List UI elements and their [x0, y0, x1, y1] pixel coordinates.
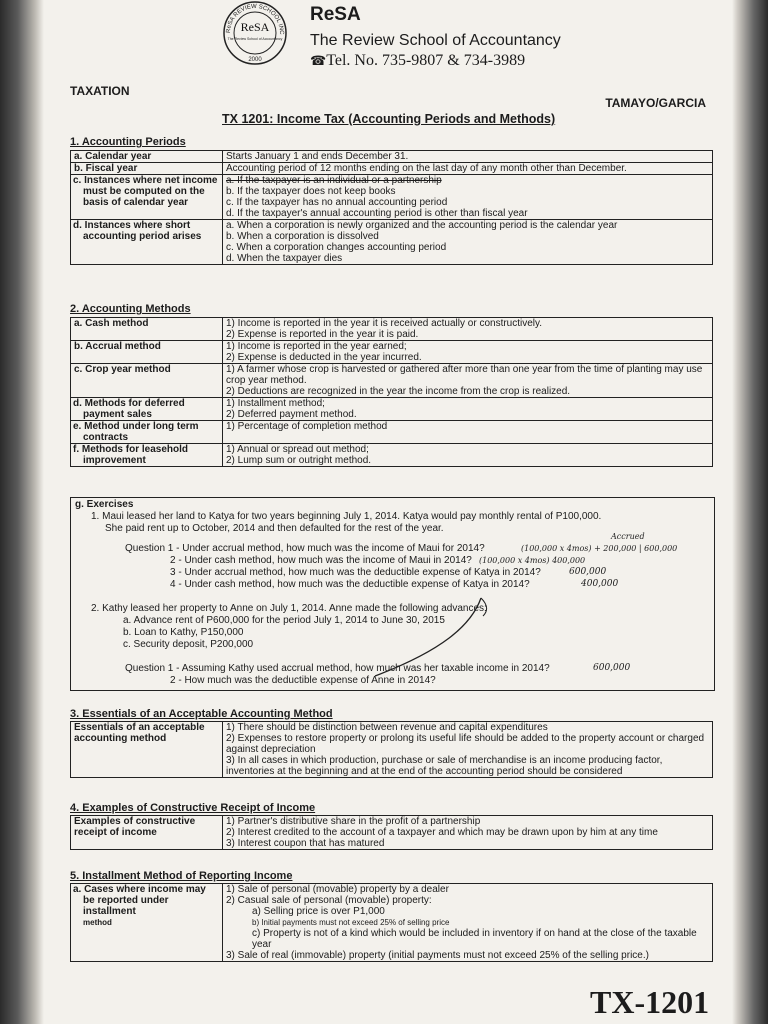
table-row [71, 175, 713, 220]
logo-text: ReSA [240, 20, 270, 34]
row-label-main: a. Cases where income may be reported under installment [73, 884, 206, 917]
list-item: 2) Casual sale of personal (movable) property: [226, 895, 432, 906]
org-full-name: The Review School of Accountancy [310, 32, 561, 49]
handwritten-answer: (100,000 x 4mos) 400,000 [479, 556, 586, 565]
list-item: b. If the taxpayer does not keep books [226, 186, 396, 197]
document-title: TX 1201: Income Tax (Accounting Periods and Methods) [222, 112, 556, 126]
section-2-heading: 2. Accounting Methods [70, 303, 191, 315]
org-name: ReSA [310, 4, 361, 25]
exercise-1-line-2: She paid rent up to October, 2014 and then defaulted for the rest of the year. [105, 523, 444, 534]
section-3-table [70, 721, 713, 778]
list-item: 2) Deductions are recognized in the year the income from the crop is realized. [226, 386, 571, 397]
row-label: c. Instances where net income must be computed on the basis of calendar year [71, 175, 223, 220]
row-label: f. Methods for leasehold improvement [71, 444, 223, 467]
exercises-box [70, 497, 715, 691]
exercise-1-question-3: 3 - Under accrual method, how much was the deductible expense of Katya in 2014? [170, 567, 541, 578]
list-item: 2) Deferred payment method. [226, 409, 357, 420]
handwritten-answer: 600,000 [569, 567, 607, 577]
phone-icon: ☎ [310, 53, 327, 68]
table-row [71, 318, 713, 341]
list-item: d. If the taxpayer's annual accounting period is other than fiscal year [226, 208, 528, 219]
list-item: 1) A farmer whose crop is harvested or gathered after more than one year from the time of planting may use crop year method. [226, 364, 703, 386]
list-item: 1) Income is reported in the year it is received actually or constructively. [226, 318, 543, 329]
list-item: 1) Income is reported in the year earned; [226, 341, 407, 352]
handwritten-answer: (100,000 x 4mos) + 200,000 | 600,000 [521, 544, 678, 553]
list-item: 2) Lump sum or outright method. [226, 455, 372, 466]
row-label: Essentials of an acceptable accounting method [71, 722, 223, 778]
row-label: d. Methods for deferred payment sales [71, 398, 223, 421]
section-5-heading: 5. Installment Method of Reporting Income [70, 870, 293, 882]
row-items [223, 341, 713, 364]
row-text: 1) Percentage of completion method [223, 421, 713, 444]
list-item: c. When a corporation changes accounting period [226, 242, 447, 253]
row-items [223, 816, 713, 850]
row-text: Accounting period of 12 months ending on the last day of any month other than December. [223, 163, 713, 175]
list-item: 1) Installment method; [226, 398, 325, 409]
exercise-1-line-1: 1. Maui leased her land to Katya for two years beginning July 1, 2014. Katya would pay monthly rental of P100,000. [91, 511, 602, 522]
section-1-heading: 1. Accounting Periods [70, 136, 186, 148]
table-row [71, 163, 713, 175]
row-text: Starts January 1 and ends December 31. [223, 151, 713, 163]
document-code: TX-1201 [590, 984, 710, 1020]
list-subitem: b) Initial payments must not exceed 25% of selling price [252, 918, 450, 927]
exercise-2-item-b: b. Loan to Kathy, P150,000 [123, 627, 244, 638]
list-item: 3) Interest coupon that has matured [226, 838, 385, 849]
logo-ring-text: ReSA REVIEW SCHOOL INC [225, 3, 285, 35]
exercise-2-question-2: 2 - How much was the deductible expense of Anne in 2014? [170, 675, 436, 686]
table-row [71, 398, 713, 421]
list-item: 3) In all cases in which production, purchase or sale of merchandise is an income producing factor, inventories at the beginning and at the end of the accounting period should be considered [226, 755, 663, 777]
row-items [223, 364, 713, 398]
list-item: a. When a corporation is newly organized and the accounting period is the calendar year [226, 220, 618, 231]
exercise-2-line-1: 2. Kathy leased her property to Anne on July 1, 2014. Anne made the following advances: [91, 603, 487, 614]
section-4-heading: 4. Examples of Constructive Receipt of Income [70, 802, 316, 814]
list-item: 1) Sale of personal (movable) property by a dealer [226, 884, 449, 895]
table-row [71, 884, 713, 962]
exercise-2-item-a: a. Advance rent of P600,000 for the period July 1, 2014 to June 30, 2015 [123, 615, 445, 626]
list-item: a. If the taxpayer is an individual or a partnership [226, 175, 442, 186]
subject-label: TAXATION [70, 84, 130, 98]
row-items [223, 175, 713, 220]
row-label: a. Calendar year [71, 151, 223, 163]
list-item: 2) Interest credited to the account of a taxpayer and which may be drawn upon by him at any time [226, 827, 658, 838]
row-items [223, 444, 713, 467]
tel-text: Tel. No. 735-9807 & 734-3989 [326, 52, 526, 69]
row-label: e. Method under long term contracts [71, 421, 223, 444]
exercise-1-question-4: 4 - Under cash method, how much was the deductible expense of Katya in 2014? [170, 579, 530, 590]
teachers-label: TAMAYO/GARCIA [605, 96, 706, 110]
list-item: 2) Expense is deducted in the year incurred. [226, 352, 422, 363]
table-row [71, 220, 713, 265]
table-row [71, 722, 713, 778]
org-telephone [310, 52, 561, 70]
row-label: a. Cash method [71, 318, 223, 341]
scan-shadow-right [732, 0, 768, 1024]
list-item: 1) There should be distinction between revenue and capital expenditures [226, 722, 548, 733]
list-item: c. If the taxpayer has no annual accounting period [226, 197, 448, 208]
table-row [71, 151, 713, 163]
exercise-1-question-1: Question 1 - Under accrual method, how much was the income of Maui for 2014? [125, 543, 485, 554]
document-page [60, 0, 714, 1024]
list-item: b. When a corporation is dissolved [226, 231, 379, 242]
row-items [223, 884, 713, 962]
exercise-2-item-c: c. Security deposit, P200,000 [123, 639, 254, 650]
section-1-table [70, 150, 713, 265]
table-row [71, 816, 713, 850]
row-label-sub: method [83, 918, 112, 927]
row-label: d. Instances where short accounting period arises [71, 220, 223, 265]
list-subitem: a) Selling price is over P1,000 [252, 906, 385, 917]
handwritten-note: Accrued [611, 532, 645, 541]
row-items [223, 318, 713, 341]
resa-logo-seal [218, 0, 292, 66]
list-item: 3) Sale of real (immovable) property (initial payments must not exceed 25% of the selling price.) [226, 950, 649, 961]
list-subitem: c) Property is not of a kind which would be included in inventory if on hand at the close of the taxable year [252, 928, 697, 950]
row-label: c. Crop year method [71, 364, 223, 398]
row-label: Examples of constructive receipt of income [71, 816, 223, 850]
list-item: 1) Annual or spread out method; [226, 444, 369, 455]
table-row [71, 421, 713, 444]
row-items [223, 220, 713, 265]
exercise-2-question-1: Question 1 - Assuming Kathy used accrual method, how much was her taxable income in 2014? [125, 663, 550, 674]
section-4-table [70, 815, 713, 850]
row-items [223, 722, 713, 778]
table-row [71, 444, 713, 467]
section-5-table [70, 883, 713, 962]
handwritten-answer: 600,000 [593, 663, 631, 673]
list-item: d. When the taxpayer dies [226, 253, 343, 264]
handwritten-answer: 400,000 [581, 579, 619, 589]
row-items [223, 398, 713, 421]
exercises-label: g. Exercises [75, 499, 134, 510]
logo-year: 2000 [248, 57, 262, 63]
row-label: b. Fiscal year [71, 163, 223, 175]
scan-shadow-left [0, 0, 44, 1024]
logo-inner-text: The Review School of Accountancy [227, 37, 283, 41]
table-row [71, 341, 713, 364]
list-item: 1) Partner's distributive share in the profit of a partnership [226, 816, 481, 827]
section-3-heading: 3. Essentials of an Acceptable Accounting Method [70, 708, 333, 720]
handwritten-arrow-mark [371, 596, 491, 680]
org-header [310, 4, 561, 70]
table-row [71, 364, 713, 398]
exercise-1-question-2: 2 - Under cash method, how much was the income of Maui in 2014? [170, 555, 472, 566]
row-label: b. Accrual method [71, 341, 223, 364]
list-item: 2) Expense is reported in the year it is paid. [226, 329, 419, 340]
section-2-table [70, 317, 713, 467]
list-item: 2) Expenses to restore property or prolong its useful life should be added to the property account or charged against depreciation [226, 733, 705, 755]
row-label [71, 884, 223, 962]
